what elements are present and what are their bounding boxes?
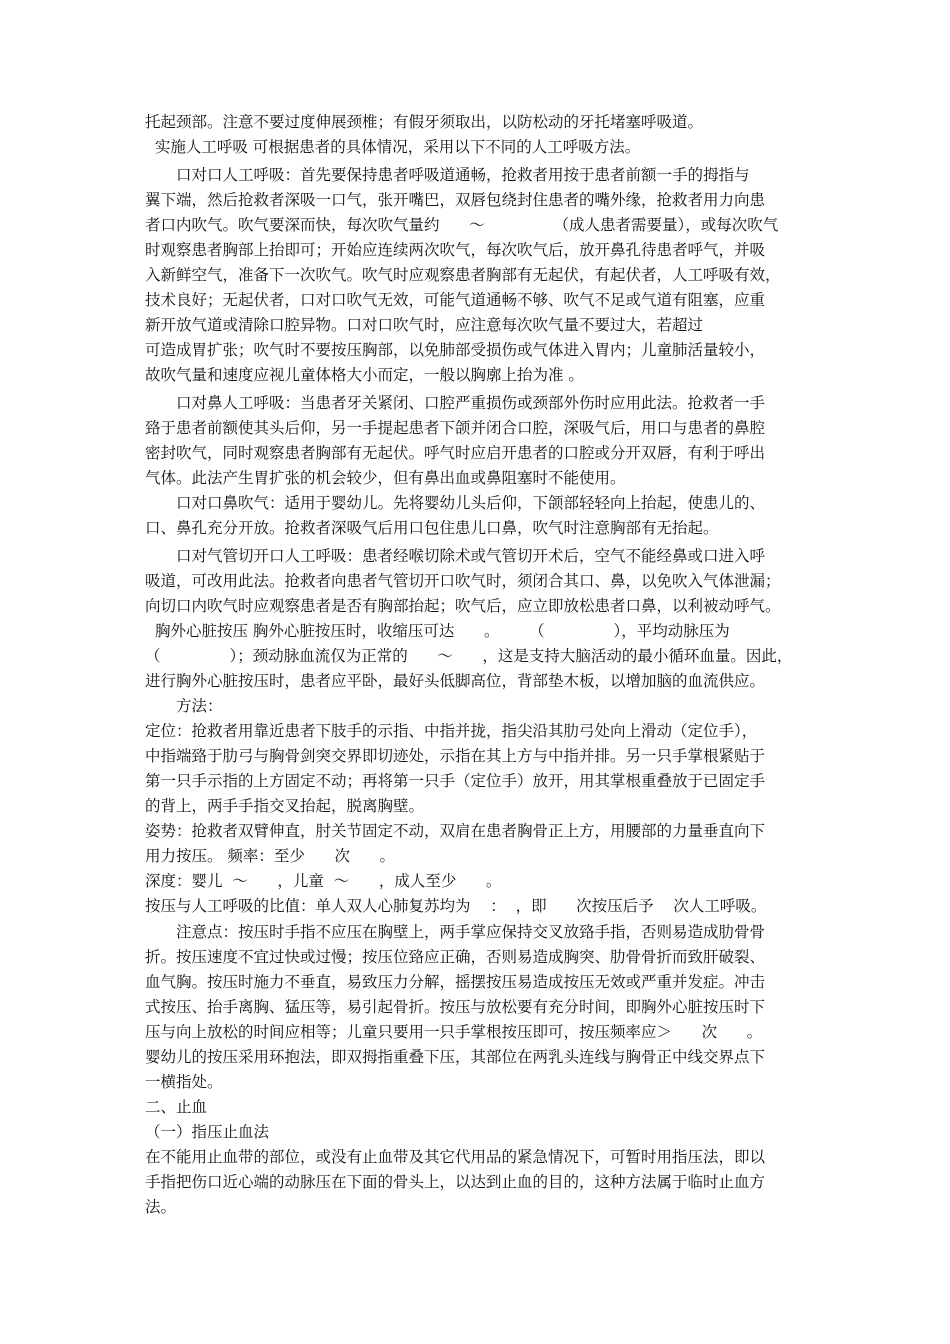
text-line: 可造成胃扩张；吹气时不要按压胸部，以免肺部受损伤或气体进入胃内；儿童肺活量较小， bbox=[145, 341, 766, 359]
text-line: 用力按压。 频率：至少 次 。 bbox=[145, 847, 396, 865]
text-line: 胸外心脏按压 胸外心脏按压时，收缩压可达 。 （ ），平均动脉压为 bbox=[155, 622, 730, 640]
text-line: 在不能用止血带的部位，或没有止血带及其它代用品的紧急情况下，可暂时用指压法，即以 bbox=[145, 1148, 766, 1166]
text-line: 姿势：抢救者双臂伸直，肘关节固定不动，双肩在患者胸骨正上方，用腰部的力量垂直向下 bbox=[145, 822, 766, 840]
text-line: 按压与人工呼吸的比值：单人双人心肺复苏均为 ： ，即 次按压后予 次人工呼吸。 bbox=[145, 897, 767, 915]
text-line: 方法： bbox=[176, 697, 223, 715]
text-line: 法。 bbox=[145, 1198, 177, 1216]
text-line: 深度：婴儿 ～ ，儿童 ～ ，成人至少 。 bbox=[145, 872, 502, 890]
text-line: 手指把伤口近心端的动脉压在下面的骨头上，以达到止血的目的，这种方法属于临时止血方 bbox=[145, 1173, 766, 1191]
text-line: （ ）；颈动脉血流仅为正常的 ～ ，这是支持大脑活动的最小循环血量。因此， bbox=[145, 647, 793, 665]
text-line: 的背上，两手手指交叉抬起，脱离胸壁。 bbox=[145, 797, 425, 815]
text-line: 口对鼻人工呼吸：当患者牙关紧闭、口腔严重损伤或颈部外伤时应用此法。抢救者一手 bbox=[176, 394, 766, 412]
text-line: 实施人工呼吸 可根据患者的具体情况，采用以下不同的人工呼吸方法。 bbox=[145, 138, 641, 156]
text-line: 进行胸外心脏按压时，患者应平卧，最好头低脚高位，背部垫木板，以增加脑的血流供应。 bbox=[145, 672, 766, 690]
text-line: 血气胸。按压时施力不垂直，易致压力分解，摇摆按压易造成按压无效或严重并发症。冲击 bbox=[145, 973, 766, 991]
text-line: 一横指处。 bbox=[145, 1073, 223, 1091]
text-line: 时观察患者胸部上抬即可；开始应连续两次吹气，每次吹气后，放开鼻孔待患者呼气，并吸 bbox=[145, 241, 766, 259]
text-line: 压与向上放松的时间应相等；儿童只要用一只手掌根按压即可，按压频率应＞ 次 。 bbox=[145, 1023, 763, 1041]
text-line: 气体。此法产生胃扩张的机会较少，但有鼻出血或鼻阻塞时不能使用。 bbox=[145, 469, 626, 487]
text-line: 托起颈部。注意不要过度伸展颈椎；有假牙须取出，以防松动的牙托堵塞呼吸道。 bbox=[145, 113, 704, 131]
text-line: 婴幼儿的按压采用环抱法，即双拇指重叠下压，其部位在两乳头连线与胸骨正中线交界点下 bbox=[145, 1048, 766, 1066]
text-line: 第一只手示指的上方固定不动；再将第一只手（定位手）放开，用其掌根重叠放于已固定手 bbox=[145, 772, 766, 790]
text-line: 定位：抢救者用靠近患者下肢手的示指、中指并拢，指尖沿其肋弓处向上滑动（定位手）， bbox=[145, 722, 758, 740]
text-line: 翼下端，然后抢救者深吸一口气，张开嘴巴，双唇包绕封住患者的嘴外缘，抢救者用力向患 bbox=[145, 191, 766, 209]
text-line: 注意点：按压时手指不应压在胸壁上，两手掌应保持交叉放臵手指，否则易造成肋骨骨 bbox=[176, 923, 766, 941]
text-line: 口对口人工呼吸：首先要保持患者呼吸道通畅，抢救者用按于患者前额一手的拇指与 bbox=[176, 166, 750, 184]
text-line: 向切口内吹气时应观察患者是否有胸部抬起；吹气后，应立即放松患者口鼻，以利被动呼气。 bbox=[145, 597, 781, 615]
text-line: 口、鼻孔充分开放。抢救者深吸气后用口包住患儿口鼻，吹气时注意胸部有无抬起。 bbox=[145, 519, 719, 537]
text-line: 吸道，可改用此法。抢救者向患者气管切开口吹气时，须闭合其口、鼻，以免吹入气体泄漏； bbox=[145, 572, 781, 590]
text-line: 新开放气道或清除口腔异物。口对口吹气时，应注意每次吹气量不要过大，若超过 bbox=[145, 316, 704, 334]
text-line: 式按压、抬手离胸、猛压等，易引起骨折。按压与放松要有充分时间，即胸外心脏按压时下 bbox=[145, 998, 766, 1016]
text-line: 者口内吹气。吹气要深而快，每次吹气量约 ～ （成人患者需要量），或每次吹气 bbox=[145, 216, 779, 234]
text-line: 臵于患者前额使其头后仰，另一手提起患者下颌并闭合口腔，深吸气后，用口与患者的鼻腔 bbox=[145, 419, 766, 437]
section-heading: 二、止血 bbox=[145, 1098, 208, 1116]
text-line: 故吹气量和速度应视儿童体格大小而定，一般以胸廓上抬为准 。 bbox=[145, 366, 584, 384]
text-line: 中指端臵于肋弓与胸骨剑突交界即切迹处，示指在其上方与中指并排。另一只手掌根紧贴于 bbox=[145, 747, 766, 765]
text-line: 技术良好；无起伏者，口对口吹气无效，可能气道通畅不够、吹气不足或气道有阻塞，应重 bbox=[145, 291, 766, 309]
subsection-heading: （一）指压止血法 bbox=[145, 1123, 270, 1141]
text-line: 口对口鼻吹气：适用于婴幼儿。先将婴幼儿头后仰，下颌部轻轻向上抬起，使患儿的、 bbox=[176, 494, 766, 512]
text-line: 折。按压速度不宜过快或过慢；按压位臵应正确，否则易造成胸突、肋骨骨折而致肝破裂、 bbox=[145, 948, 766, 966]
text-line: 口对气管切开口人工呼吸：患者经喉切除术或气管切开术后，空气不能经鼻或口进入呼 bbox=[176, 547, 766, 565]
text-line: 入新鲜空气，准备下一次吹气。吹气时应观察患者胸部有无起伏，有起伏者，人工呼吸有效， bbox=[145, 266, 781, 284]
text-line: 密封吹气，同时观察患者胸部有无起伏。呼气时应启开患者的口腔或分开双唇，有利于呼出 bbox=[145, 444, 766, 462]
